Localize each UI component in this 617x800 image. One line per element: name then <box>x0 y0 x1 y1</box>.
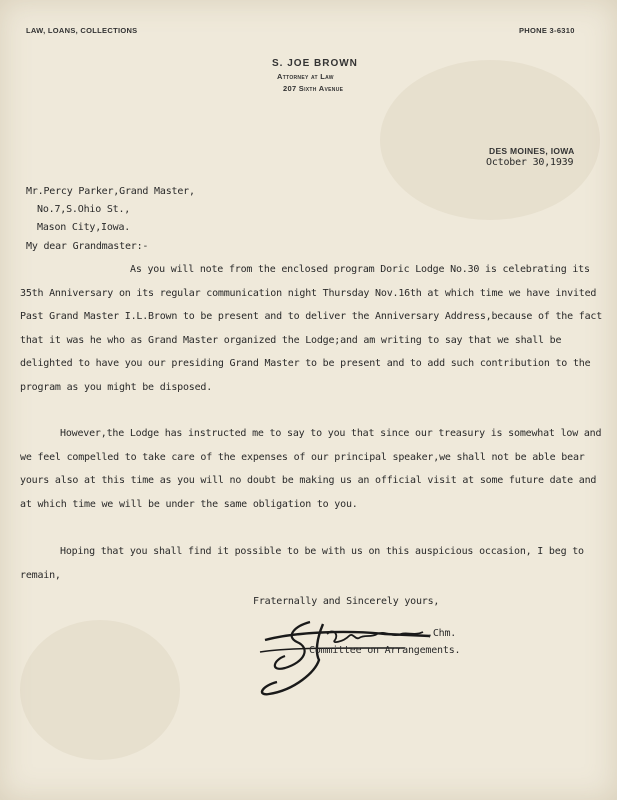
letter-date: October 30,1939 <box>486 157 574 168</box>
letterhead-services: LAW, LOANS, COLLECTIONS <box>26 26 138 35</box>
body-paragraph-2: However,the Lodge has instructed me to say to you that since our treasury is somewhat low and we feel compelled to take care of the expenses of our principal speaker,we shall not be able bear yours also at this time as you will no doubt be making us an official visit at some future date and at which time we will be under the same obligation to you. <box>20 428 602 510</box>
recipient-line-3: Mason City,Iowa. <box>37 222 131 233</box>
closing: Fraternally and Sincerely yours, <box>253 596 440 607</box>
letterhead-address: 207 Sixth Avenue <box>283 84 344 93</box>
signature-suffix: ,Chm. <box>427 628 457 639</box>
paper-stain <box>20 620 180 760</box>
letterhead-name: S. JOE BROWN <box>272 58 358 69</box>
recipient-line-1: Mr.Percy Parker,Grand Master, <box>26 186 195 197</box>
handwritten-signature <box>255 612 455 702</box>
letterhead-phone: PHONE 3-6310 <box>519 26 575 35</box>
body-paragraph-3: Hoping that you shall find it possible to be with us on this auspicious occasion, I beg to remain, <box>20 546 584 581</box>
letter-place: DES MOINES, IOWA <box>489 146 575 156</box>
recipient-line-2: No.7,S.Ohio St., <box>37 204 131 215</box>
letterhead-title: Attorney at Law <box>277 72 334 81</box>
body-paragraph-1: As you will note from the enclosed program Doric Lodge No.30 is celebrating its 35th Anniversary on its regular communication night Thursday Nov.16th at which time we have invited Past Grand Master I.L.Brown to be present and to deliver the Anniversary Address,because of the fact that it was he who as Grand Master organized the Lodge;and am writing to say that we shall be delighted to have you our presiding Grand Master to be present and to add such contribution to the program as you might be disposed. <box>20 264 603 393</box>
salutation: My dear Grandmaster:- <box>26 241 149 252</box>
signer-title: Committee on Arrangements. <box>309 645 461 656</box>
paper-stain <box>380 60 600 220</box>
